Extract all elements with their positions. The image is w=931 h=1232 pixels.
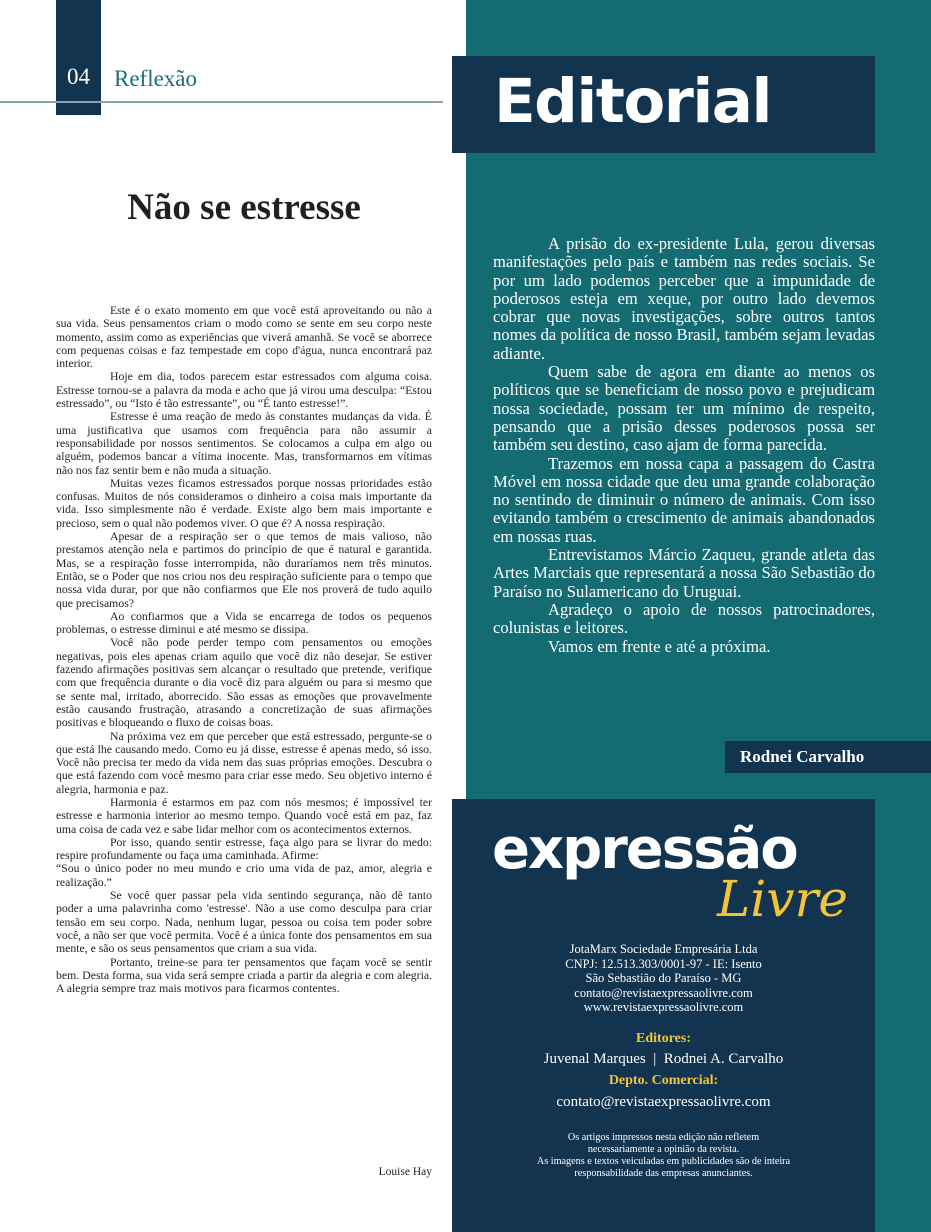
logo-script: Livre	[717, 870, 848, 928]
article-paragraph: Portanto, treine-se para ter pensamentos que façam você se sentir bem. Desta forma, sua vida será sempre criada a partir da alegria e com alegria. A alegria sempre traz mais motivos para ficarmos contentes.	[56, 955, 432, 996]
commercial-email: contato@revistaexpressaolivre.com	[556, 1094, 771, 1110]
article-quote: “Sou o único poder no meu mundo e crio uma vida de paz, amor, alegria e realização.”	[56, 862, 432, 889]
article-paragraph: Você não pode perder tempo com pensamentos ou emoções negativas, pois eles apenas criam aquilo que você diz não desejar. Se estiver fazendo afirmações positivas sem alcançar o resultado que pretende, verifique com que frequência durante o dia você diz para alguém ou para si mesmo que se sente mal, irritado, aborrecido. São essas as emoções que provavelmente estão causando frustração, atrasando a concretização de suas afirmações positivas e bloqueando o fluxo de coisas boas.	[56, 636, 432, 730]
article-paragraph: Harmonia é estarmos em paz com nós mesmos; é impossível ter estresse e harmonia interior ao mesmo tempo. Quando você está em paz, faz uma coisa de cada vez e sabe lidar melhor com os acontecimentos externos.	[56, 795, 432, 836]
article-paragraph: Este é o exato momento em que você está aproveitando ou não a sua vida. Seus pensamentos criam o modo como se sente em seu corpo neste momento, assim como as experiências que viverá amanhã. Se você se aborrece com pequenas coisas e faz tempestade em copo d'água, nunca encontrará paz interior.	[56, 304, 432, 371]
disclaimer-line: necessariamente a opinião da revista.	[587, 1144, 740, 1155]
editorial-paragraph: Vamos em frente e até a próxima.	[548, 636, 771, 656]
article-body	[56, 304, 432, 995]
disclaimer	[452, 1132, 875, 1180]
editorial-paragraph: Agradeço o apoio de nossos patrocinadores, colunistas e leitores.	[493, 599, 875, 638]
editorial-body	[493, 235, 875, 656]
section-title: Reflexão	[114, 66, 198, 91]
article-paragraph: Estresse é uma reação de medo às constantes mudanças da vida. É uma justificativa que usamos com frequência para não assumir a responsabilidade por nossos sentimentos. Se colocamos a culpa em algo ou alguém, podemos bancar a vítima inocente. Mas, transformarnos em vítimas não nos faz sentir bem e não muda a situação.	[56, 410, 432, 477]
article-paragraph: Apesar de a respiração ser o que temos de mais valioso, não prestamos atenção nela e partimos do princípio de que é natural e garantida. Mas, se a respiração fosse interrompida, não duraríamos nem três minutos. Então, se o Poder que nos criou nos deu respiração suficiente para o tempo que nossa vida durar, por que não confiarmos que Ele nos proverá de tudo aquilo que precisamos?	[56, 530, 432, 610]
company-info	[452, 942, 875, 1015]
disclaimer-line: Os artigos impressos nesta edição não refletem	[567, 1132, 760, 1143]
article-paragraph: Por isso, quando sentir estresse, faça algo para se livrar do medo: respire profundamente ou faça uma caminhada. Afirme:	[56, 835, 432, 863]
disclaimer-line: As imagens e textos veiculadas em publicidades são de inteira	[536, 1156, 791, 1167]
disclaimer-line: responsabilidade das empresas anunciantes.	[574, 1168, 753, 1179]
commercial-label: Depto. Comercial:	[608, 1073, 719, 1088]
article-author: Louise Hay	[378, 1166, 432, 1178]
company-name: JotaMarx Sociedade Empresária Ltda	[569, 942, 758, 956]
article-title: Não se estresse	[127, 187, 361, 228]
company-cnpj: CNPJ: 12.513.303/0001-97 - IE: Isento	[565, 956, 762, 971]
editors-names: Juvenal Marques | Rodnei A. Carvalho	[543, 1051, 784, 1067]
editors-label: Editores:	[636, 1031, 691, 1046]
company-city: São Sebastião do Paraíso - MG	[585, 971, 742, 986]
article-paragraph: Hoje em dia, todos parecem estar estressados com alguma coisa. Estresse tornou-se a palavra da moda e acho que já virou uma desculpa: “Estou estressado”, ou “Isto é tão estressante”, ou “É tanto estresse!”.	[56, 370, 432, 411]
article-paragraph: Se você quer passar pela vida sentindo segurança, não dê tanto poder a uma palavrinha como 'estresse'. Não a use como desculpa para criar tensão em seu corpo. Nada, nenhum lugar, pessoa ou coisa tem poder sobre você, a não ser que você permita. Você é a única fonte dos pensamentos em sua mente, e são os seus pensamentos que criam a sua vida.	[56, 889, 432, 956]
magazine-logo	[492, 815, 848, 933]
page-number: 04	[67, 64, 90, 89]
page-number-tab	[56, 0, 101, 115]
editorial-title: Editorial	[494, 66, 771, 137]
editorial-paragraph: Quem sabe de agora em diante ao menos os políticos que se beneficiam de nosso povo e prejudicam nossa sociedade, possam ter um mínimo de respeito, pensando que a prisão desses poderosos possa ser também seu destino, caso ajam de forma parecida.	[493, 362, 875, 455]
logo-wordmark: expressão	[492, 817, 797, 882]
editorial-paragraph: Entrevistamos Márcio Zaqueu, grande atleta das Artes Marciais que representará a nossa São Sebastião do Paraíso no Sulamericano do Uruguai.	[493, 545, 875, 601]
editorial-header	[452, 56, 875, 153]
company-email: contato@revistaexpressaolivre.com	[574, 985, 753, 1000]
article-paragraph: Muitas vezes ficamos estressados porque nossas prioridades estão confusas. Muitos de nós consideramos o dinheiro a coisa mais importante da vida. Isso simplesmente não é verdade. Existe algo bem mais importante e precioso, sem o qual não podemos viver. O que é? A nossa respiração.	[56, 476, 432, 530]
editorial-paragraph: Trazemos em nossa capa a passagem do Castra Móvel em nossa cidade que deu uma grande colaboração no sentindo de diminuir o número de animais. Com isso evitando também o crescimento de animais abandonados em nossas ruas.	[493, 453, 875, 546]
article-paragraph: Ao confiarmos que a Vida se encarrega de todos os pequenos problemas, o estresse diminui e até mesmo se dissipa.	[56, 609, 432, 637]
company-website: www.revistaexpressaolivre.com	[583, 1000, 744, 1015]
header-rule	[0, 101, 443, 103]
editorial-signature: Rodnei Carvalho	[725, 741, 931, 773]
masthead-box	[452, 799, 875, 1232]
article-paragraph: Na próxima vez em que perceber que está estressado, pergunte-se o que está lhe causando medo. Como eu já disse, estresse é apenas medo, só isso. Você não precisa ter medo da vida nem das suas próprias emoções. Descubra o que está fazendo com você mesmo para criar esse medo. Seu objetivo interno é alegria, harmonia e paz.	[56, 729, 432, 796]
editorial-paragraph: A prisão do ex-presidente Lula, gerou diversas manifestações pelo país e também nas redes sociais. Se por um lado podemos perceber que a impunidade de poderosos esteja em xeque, por outro lado devemos cobrar que novas investigações, sobre outros tantos nomes da política de nosso Brasil, também sejam levadas adiante.	[493, 234, 875, 363]
